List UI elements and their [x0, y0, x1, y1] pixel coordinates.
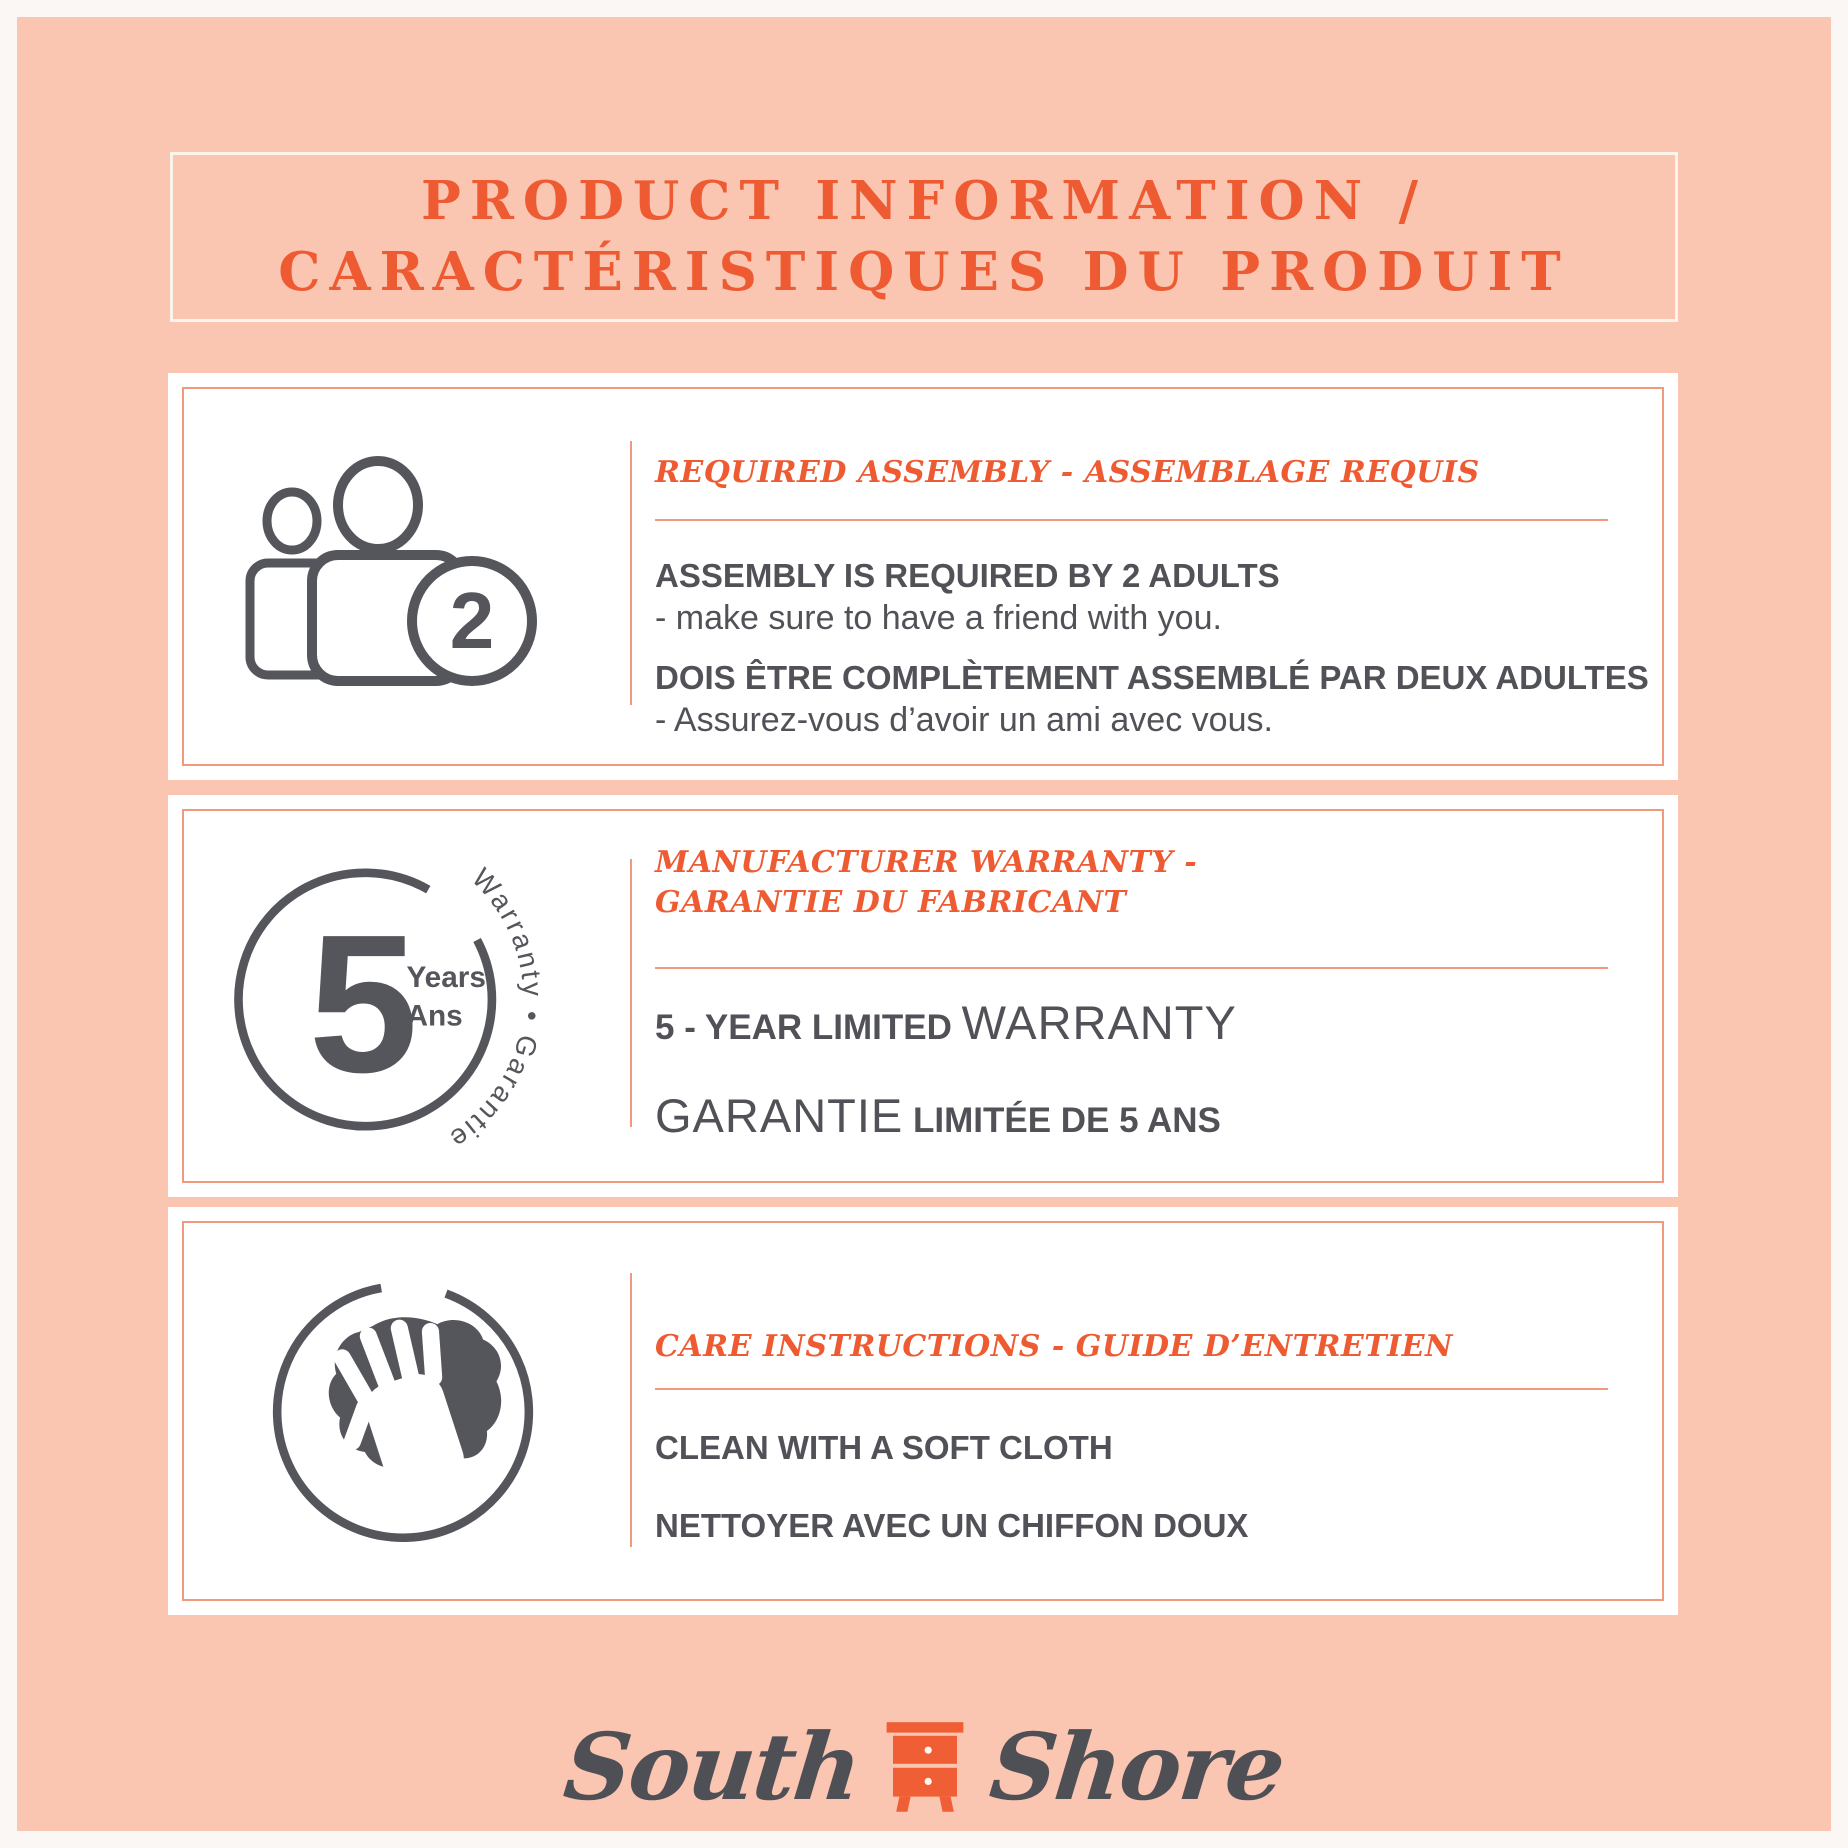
- warranty-fr-line: [655, 1088, 1638, 1143]
- warranty-title: [655, 843, 1608, 923]
- card-divider: [630, 441, 632, 705]
- warranty-title-line1: MANUFACTURER WARRANTY -: [655, 845, 1198, 880]
- warranty-years-number: 5: [308, 893, 419, 1114]
- card-divider: [630, 1273, 632, 1547]
- page-title-line2: CARACTÉRISTIQUES DU PRODUIT: [278, 241, 1570, 303]
- warranty-fr-suffix: LIMITÉE DE 5 ANS: [903, 1101, 1221, 1140]
- warranty-ring-text: Warranty • Garantie: [442, 862, 549, 1157]
- assembly-fr-bold: DOIS ÊTRE COMPLÈTEMENT ASSEMBLÉ PAR DEUX ADULTES: [655, 659, 1649, 696]
- cleaning-hand-cloth-icon: [260, 1267, 546, 1553]
- warranty-en-prefix: 5 - YEAR LIMITED: [655, 1008, 962, 1047]
- assembly-fr-note: - Assurez-vous d’avoir un ami avec vous.: [655, 701, 1273, 739]
- card-manufacturer-warranty: [168, 795, 1678, 1197]
- warranty-years-fr: Ans: [406, 999, 463, 1033]
- care-title: CARE INSTRUCTIONS - GUIDE D’ENTRETIEN: [655, 1329, 1453, 1364]
- card-divider: [630, 859, 632, 1127]
- warranty-years-en: Years: [406, 961, 486, 995]
- warranty-en-line: [655, 995, 1638, 1050]
- logo-word-south: South: [559, 1713, 865, 1821]
- warranty-title-line2: GARANTIE DU FABRICANT: [655, 885, 1127, 920]
- card-care-instructions: [168, 1207, 1678, 1615]
- care-title-underline: [655, 1388, 1608, 1390]
- assembly-en-note: - make sure to have a friend with you.: [655, 599, 1222, 637]
- two-adults-icon: [220, 443, 550, 693]
- warranty-en-emphasis: WARRANTY: [961, 996, 1237, 1049]
- assembly-title: REQUIRED ASSEMBLY - ASSEMBLAGE REQUIS: [655, 455, 1480, 490]
- page-title-line1: PRODUCT INFORMATION /: [421, 170, 1427, 232]
- warranty-title-underline: [655, 967, 1608, 969]
- five-year-warranty-badge-icon: [226, 841, 562, 1158]
- card-required-assembly: [168, 373, 1678, 780]
- care-fr-line: NETTOYER AVEC UN CHIFFON DOUX: [655, 1507, 1249, 1544]
- assembly-en-bold: ASSEMBLY IS REQUIRED BY 2 ADULTS: [655, 557, 1280, 594]
- south-shore-logo: [17, 1707, 1831, 1827]
- assembly-title-underline: [655, 519, 1608, 521]
- adults-count: 2: [449, 576, 495, 665]
- warranty-fr-emphasis: GARANTIE: [655, 1089, 904, 1142]
- logo-word-shore: Shore: [985, 1713, 1289, 1821]
- page-title: [170, 152, 1678, 322]
- page-background: [17, 17, 1831, 1831]
- dresser-icon: [885, 1711, 965, 1823]
- care-en-line: CLEAN WITH A SOFT CLOTH: [655, 1429, 1113, 1466]
